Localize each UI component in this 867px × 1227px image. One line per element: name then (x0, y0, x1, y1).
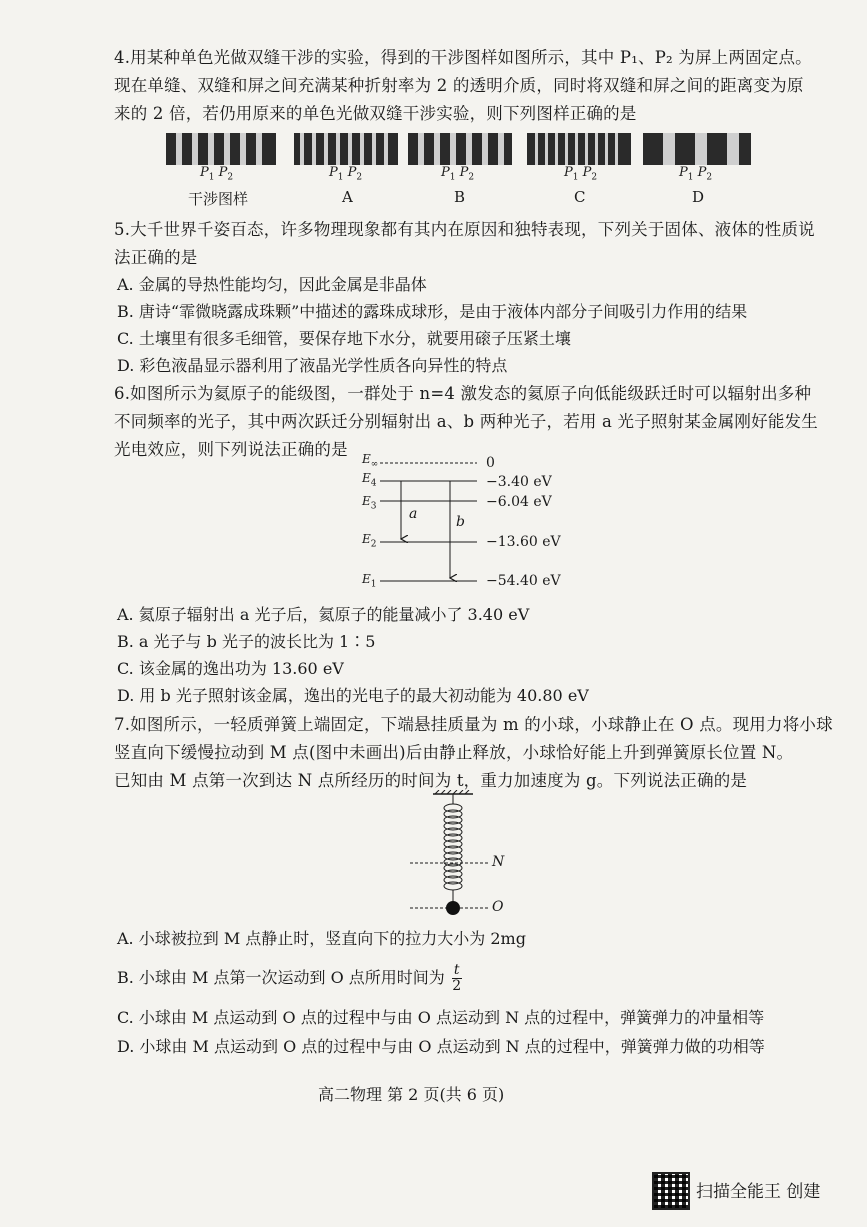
spring-coils (444, 804, 462, 890)
caption-b: B (454, 188, 466, 206)
q7-option-b-text: B. 小球由 M 点第一次运动到 O 点所用时间为 (117, 968, 445, 987)
level-label-3: $E_3$ (362, 494, 377, 512)
p-label: $P_1$ $P_2$ (564, 165, 598, 183)
q7-line2: 竖直向下缓慢拉动到 M 点(图中未画出)后由静止释放，小球恰好能上升到弹簧原长位置 N。 (114, 743, 794, 762)
interference-pattern-b (408, 133, 512, 165)
q4-line3: 来的 2 倍，若仍用原来的单色光做双缝干涉实验，则下列图样正确的是 (114, 104, 637, 123)
level-value-2: −13.60 eV (486, 534, 561, 550)
caption-d: D (692, 188, 705, 206)
qr-code-icon (652, 1172, 690, 1210)
page-footer: 高二物理 第 2 页(共 6 页) (318, 1085, 505, 1104)
level-value-3: −6.04 eV (486, 494, 552, 510)
interference-pattern-a (294, 133, 398, 165)
interference-pattern-original (166, 133, 276, 165)
p-label: $P_1$ $P_2$ (200, 165, 234, 183)
q6-option-b: B. a 光子与 b 光子的波长比为 1∶5 (117, 632, 376, 651)
scanner-watermark: 扫描全能王 创建 (696, 1182, 821, 1202)
caption-original: 干涉图样 (188, 190, 249, 208)
q5-line2: 法正确的是 (114, 248, 198, 267)
q5-option-a: A. 金属的导热性能均匀，因此金属是非晶体 (117, 275, 427, 294)
q7-line3: 已知由 M 点第一次到达 N 点所经历的时间为 t，重力加速度为 g。下列说法正确的是 (114, 771, 748, 790)
fraction-t-over-2 (452, 963, 462, 994)
level-label-1: $E_1$ (362, 572, 377, 590)
q5-option-d: D. 彩色液晶显示器利用了液晶光学性质各向异性的特点 (117, 356, 508, 375)
level-label-inf: $E_\infty$ (362, 452, 379, 470)
level-label-2: $E_2$ (362, 532, 377, 550)
q6-option-c: C. 该金属的逸出功为 13.60 eV (117, 659, 344, 678)
ball (446, 901, 460, 915)
q6-line3: 光电效应，则下列说法正确的是 (114, 440, 348, 459)
q7-option-d: D. 小球由 M 点运动到 O 点的过程中与由 O 点运动到 N 点的过程中，弹簧弹力做的功相等 (117, 1037, 765, 1056)
q4-line1: 4.用某种单色光做双缝干涉的实验，得到的干涉图样如图所示，其中 P₁、P₂ 为屏上两固定点。 (114, 48, 812, 67)
caption-a: A (342, 188, 353, 206)
transition-b-label: b (456, 514, 465, 530)
level-value-4: −3.40 eV (486, 474, 552, 490)
level-value-inf: 0 (486, 455, 495, 471)
q5-option-b: B. 唐诗“霏微晓露成珠颗”中描述的露珠成球形，是由于液体内部分子间吸引力作用的结果 (117, 302, 748, 321)
p-label: $P_1$ $P_2$ (441, 165, 475, 183)
fraction-denominator: 2 (452, 978, 462, 994)
label-n: N (492, 854, 505, 870)
level-value-1: −54.40 eV (486, 573, 561, 589)
interference-pattern-d (643, 133, 751, 165)
interference-pattern-c (527, 133, 631, 165)
q7-option-b (117, 963, 462, 994)
q6-option-d: D. 用 b 光子照射该金属，逸出的光电子的最大初动能为 40.80 eV (117, 686, 589, 705)
spring-diagram (405, 790, 495, 920)
p-label: $P_1$ $P_2$ (329, 165, 363, 183)
q6-line1: 6.如图所示为氦原子的能级图，一群处于 n=4 激发态的氦原子向低能级跃迁时可以辐射出多种 (114, 384, 812, 403)
q6-option-a: A. 氦原子辐射出 a 光子后，氦原子的能量减小了 3.40 eV (117, 605, 530, 624)
q5-line1: 5.大千世界千姿百态，许多物理现象都有其内在原因和独特表现，下列关于固体、液体的性质说 (114, 220, 815, 239)
label-o: O (492, 899, 504, 915)
q7-option-c: C. 小球由 M 点运动到 O 点的过程中与由 O 点运动到 N 点的过程中，弹簧弹力的冲量相等 (117, 1008, 765, 1027)
transition-a-label: a (409, 506, 418, 522)
p-label: $P_1$ $P_2$ (679, 165, 713, 183)
fraction-numerator: t (453, 962, 460, 978)
level-label-4: $E_4$ (362, 471, 377, 489)
q4-line2: 现在单缝、双缝和屏之间充满某种折射率为 2 的透明介质，同时将双缝和屏之间的距离变为原 (114, 76, 804, 95)
q5-option-c: C. 土壤里有很多毛细管，要保存地下水分，就要用磙子压紧土壤 (117, 329, 571, 348)
q7-option-a: A. 小球被拉到 M 点静止时，竖直向下的拉力大小为 2mg (117, 929, 526, 948)
caption-c: C (574, 188, 586, 206)
q6-line2: 不同频率的光子，其中两次跃迁分别辐射出 a、b 两种光子，若用 a 光子照射某金属刚好能发生 (114, 412, 818, 431)
q7-line1: 7.如图所示，一轻质弹簧上端固定，下端悬挂质量为 m 的小球，小球静止在 O 点。现用力将小球 (114, 715, 833, 734)
